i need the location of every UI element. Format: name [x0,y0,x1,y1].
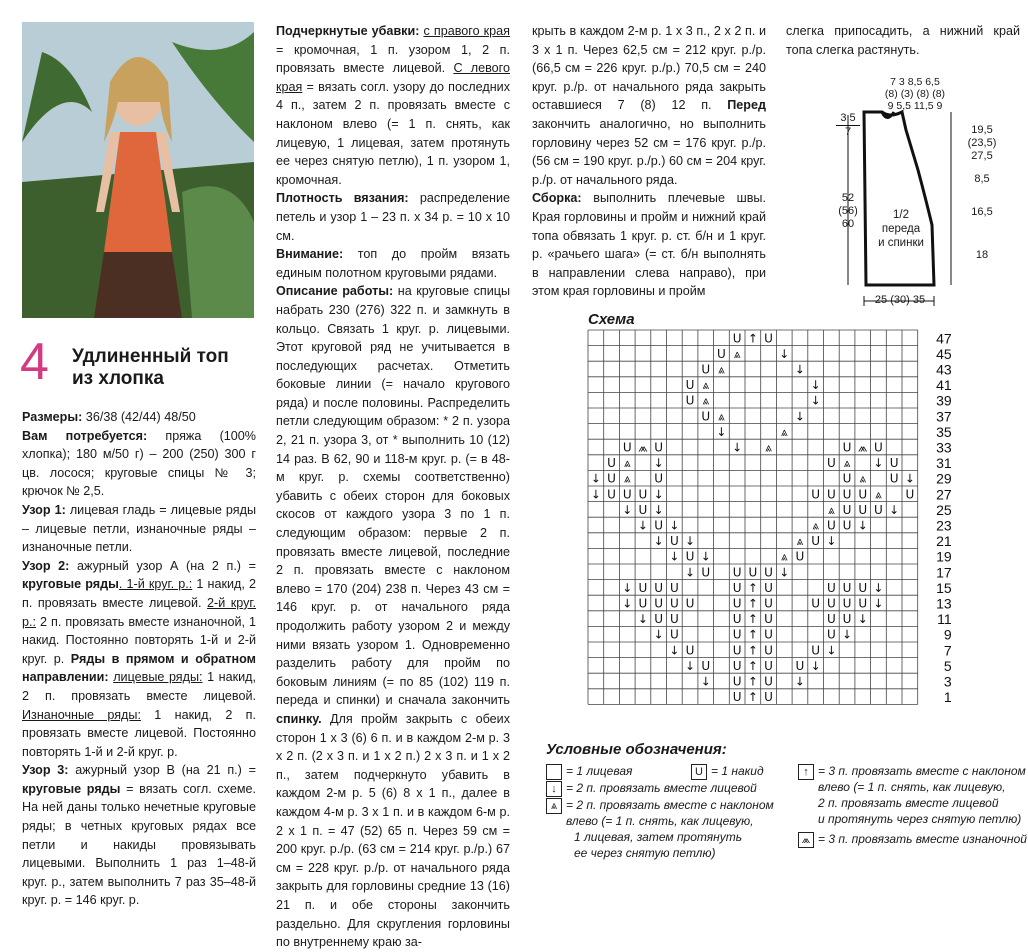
chart-symbol: U [874,440,883,455]
chart-symbol: ↑ [747,331,758,346]
chart-symbol: ⩕ [638,440,648,455]
legend-ssk-icon: ⩓ [546,798,562,814]
chart-symbol: ↓ [842,627,853,642]
chart-symbol: U [622,440,632,455]
chart-symbol: ↓ [810,393,821,408]
chart-symbol: ↓ [653,534,664,549]
schematic-left-small: 3,5 7 [836,112,860,139]
chart-symbol: ⩓ [623,456,631,471]
chart-symbol: U [622,487,632,502]
chart-symbol: ↓ [637,612,648,627]
title-line-1: Удлиненный топ [72,346,229,367]
chart-symbol: U [701,409,711,424]
chart-row-label: 31 [936,455,952,472]
chart-symbol: U [764,331,773,346]
chart-symbol: U [811,487,821,502]
chart-symbol: U [842,502,852,517]
chart-symbol: U [717,346,726,361]
chart-symbol: U [732,674,742,689]
chart-row-labels [936,330,952,705]
chart-symbol: ↑ [747,612,758,627]
chart-symbol: U [826,580,836,595]
chart-symbol: U [654,440,664,455]
paragraph-continuation: крыть в каждом 2-м р. 1 х 3 п., 2 х 2 п. и 3 х 1 п. Через 62,5 см = 212 круг. р./р. (66,5 см = 226 круг. р./р.) 70,5 см = 240 круг. р./р. от начального ряда закрыть оставшиеся 7 (8) 12 п. Перед закончить аналогично, но выполнить горловину через 52 см = 176 круг. р./р. (56 см = 190 круг. р./р.) 60 см = 204 круг. р./р. от начального ряда. [532,24,766,187]
chart-symbol: ⩓ [827,502,835,517]
paragraph-attention: Внимание: топ до пройм вязать единым полотном круговыми рядами. [276,247,510,280]
chart-symbol: ↓ [794,674,805,689]
chart-symbol: U [701,565,711,580]
legend-title: Условные обозначения: [546,741,727,758]
model-photo [22,22,254,318]
chart-symbol: ↓ [794,409,805,424]
chart-symbol: U [607,456,616,471]
chart-symbol: U [842,612,852,627]
chart-symbol: ⩕ [858,440,868,455]
chart-symbol: U [764,643,773,658]
chart-symbol: U [654,612,664,627]
chart-symbol: U [732,658,742,673]
chart-row-label: 19 [936,548,952,565]
chart-symbol: U [826,518,836,533]
chart-symbol: U [889,471,899,486]
chart-title: Схема [588,311,635,328]
chart-symbol: U [826,596,836,611]
chart-row-label: 9 [943,626,952,643]
chart-row-label: 23 [936,517,952,534]
chart-row-label: 47 [936,330,952,347]
chart-symbol: U [685,549,695,564]
chart-row-label: 13 [936,595,952,612]
chart-symbol: ↓ [653,502,664,517]
chart-symbol: U [764,580,773,595]
chart-symbol: ↓ [622,596,633,611]
legend-sk2p-icon: ↑ [798,764,814,780]
chart-symbol: U [842,580,852,595]
chart-symbol: U [732,565,742,580]
legend-ssk-label: = 2 п. провязать вместе с наклоном влево (= 1 п. снять, как лицевую, 1 лицевая, затем протянуть ее через снятую петлю) [566,798,774,860]
knitting-chart [588,330,952,710]
chart-symbol: ⩓ [859,471,867,486]
chart-symbol: ↓ [637,518,648,533]
text-column-1 [22,408,256,910]
article-title [20,333,260,400]
chart-symbol: ⩓ [812,518,820,533]
chart-symbol: U [842,518,852,533]
chart-row-label: 45 [936,345,952,362]
legend-yarnover-icon: U [691,764,707,780]
chart-symbol: ↓ [716,424,727,439]
chart-symbol: ↓ [653,627,664,642]
chart-symbol: U [842,471,852,486]
chart-symbol: ↓ [889,502,900,517]
chart-symbol: ⩓ [718,409,725,424]
chart-symbol: ↓ [685,534,696,549]
chart-symbol: ⩓ [765,440,772,455]
chart-symbol: U [607,471,616,486]
chart-symbol: U [669,534,679,549]
chart-symbol: ⩓ [780,549,788,564]
chart-symbol: ↓ [685,565,696,580]
chart-row-label: 3 [943,673,952,690]
chart-symbol: ↓ [590,487,601,502]
chart-symbol: U [685,643,695,658]
chart-symbol: U [732,331,742,346]
text-column-2 [276,22,510,952]
chart-row-label: 35 [936,423,952,440]
chart-symbol: ↓ [700,549,711,564]
paragraph-materials: Вам потребуется: пряжа (100% хлопка); 180 м/50 г) – 200 (250) 300 г цв. лосося; круговые спицы № 3; крючок № 2,5. [22,428,256,499]
chart-row-label: 21 [936,533,952,550]
chart-symbol: ↓ [904,471,915,486]
chart-symbol: ↓ [669,518,680,533]
chart-symbol: U [701,658,711,673]
chart-symbol: U [858,596,868,611]
chart-symbol: ↓ [622,502,633,517]
chart-symbol: ⩓ [733,346,741,361]
chart-symbol: ↓ [857,518,868,533]
chart-symbol: U [638,580,648,595]
chart-symbol: U [669,580,679,595]
chart-symbol: U [858,487,868,502]
chart-symbol: U [858,502,868,517]
legend-knit-box [546,764,562,780]
chart-symbol: U [638,502,648,517]
chart-symbol: ↓ [810,378,821,393]
chart-symbol: U [732,627,742,642]
chart-symbol: U [795,549,805,564]
chart-row-label: 41 [936,377,952,394]
paragraph-description: Описание работы: на круговые спицы набрать 230 (276) 322 п. и замкнуть в кольцо. Связать 1 круг. р. лицевыми. Этот круговой ряд не учитывается в последующих расчетах. Отметить боковые линии (= начало кругового ряда) и после половины. Распределить петли следующим образом: * 2 п. узора 2, 21 п. узора 3, от * выполнить 10 (12) 14 раз. В 62, 90 и 118-м круг. р. (= в 48-м круг. р. схемы соответственно) убавить с обеих сторон для боковых скосов от каждого узора 3 по 1 п. следующим образом: первые 2 п. провязать вместе лицевой, последние 2 п. провязать вместе с наклоном влево = 170 (204) 238 п. Через 43 см = 146 круг. р. от начального ряда продолжить работу узором 2 и между ними вязать узором 1. Одновременно разделить работу для пройм по боковым линиям (= по 85 (102) 119 п. переда и спинки) и сначала закончить спинку. Для пройм закрыть с обеих сторон 1 х 3 (6) 6 п. и в каждом 2-м р. 3 х 2 п. (2 х 3 п. и 1 х 2 п.) 2 х 3 п. и 1 х 2 п., затем подчеркнуто убавить в каждом 2-м р. 5 (6) 8 х 1 п., далее в каждом 4-м р. 3 х 1 п. и в каждом 6-м р. 2 х 1 п. = 47 (52) 65 п. Через 59 см = 200 круг. р./р. (63 см = 214 круг. р./р.) 67 см = 228 круг. р./р. от начального ряда закрыть для горловины средние 13 (16) 21 п. и обе стороны закончить раздельно. Для скругления горловины по внутреннему краю за- [276,284,510,950]
chart-symbol: U [685,596,695,611]
chart-symbol: U [654,471,664,486]
chart-row-label: 29 [936,470,952,487]
legend-knit-label: = 1 лицевая [566,764,633,778]
chart-symbol: ↓ [826,534,837,549]
chart-symbol: U [654,518,664,533]
chart-symbol: U [764,690,773,705]
chart-symbol: U [842,596,852,611]
chart-symbol: U [669,627,679,642]
chart-symbol: ↓ [685,658,696,673]
chart-symbol: U [654,580,664,595]
legend-p3tog-icon: ⩕ [798,832,814,848]
paragraph-sizes: Размеры: 36/38 (42/44) 48/50 [22,410,196,424]
chart-row-label: 11 [937,611,952,628]
chart-symbols [591,331,915,704]
chart-symbol: U [685,378,695,393]
chart-symbol: U [607,487,616,502]
chart-symbol: U [732,596,742,611]
chart-symbol: U [826,627,836,642]
chart-row-label: 1 [943,689,952,706]
chart-row-label: 7 [943,642,952,659]
chart-symbol: ↓ [810,658,821,673]
chart-symbol: U [826,456,836,471]
chart-symbol: ⩓ [796,534,804,549]
chart-symbol: U [874,502,883,517]
schematic-center-label: 1/2 переда и спинки [878,209,924,249]
chart-symbol: U [732,690,742,705]
legend-yarnover-label: = 1 накид [711,764,764,778]
chart-symbol: U [638,487,648,502]
chart-symbol: U [811,596,821,611]
paragraph-pattern-1: Узор 1: лицевая гладь = лицевые ряды – лицевые петли, изнаночные ряды – изнаночные петли. [22,502,256,555]
article-number: 4 [20,333,49,391]
chart-symbol: ↑ [747,643,758,658]
chart-symbol: U [669,596,679,611]
chart-symbol: ↓ [794,362,805,377]
chart-symbol: ⩓ [875,487,882,502]
chart-symbol: U [811,534,821,549]
legend-p3tog-label: = 3 п. провязать вместе изнаночной [818,832,1027,846]
paragraph-assembly: Сборка: выполнить плечевые швы. Края горловины и пройм и нижний край топа обвязать 1 круг. р. ст. б/н и 1 круг. р. «рачьего шага» (= ст. б/н выполнять в направлении слева направо), при этом края горловины и пройм [532,191,766,299]
paragraph-decreases: Подчеркнутые убавки: с правого края = кромочная, 1 п. узором 1, 2 п. провязать вместе лицевой. С левого края = вязать согл. узору до последних 4 п., затем 2 п. провязать вместе с наклоном влево (= 1 п. снять, как лицевую, 1 лицевая, затем протянуть ее через снятую петлю), 1 п. узором 1, кромочная. [276,24,510,187]
chart-symbol: ↑ [747,658,758,673]
chart-row-label: 27 [936,486,952,503]
schematic-bottom-width: 25 (30) 35 [874,294,926,306]
chart-symbol: U [858,580,868,595]
chart-symbol: ⩓ [702,378,710,393]
paragraph-gauge: Плотность вязания: распределение петель и узор 1 – 23 п. х 34 р. = 10 х 10 см. [276,191,510,243]
legend-k2tog-label: = 2 п. провязать вместе лицевой [566,781,757,795]
chart-symbol: U [764,658,773,673]
chart-symbol: ↓ [873,580,884,595]
chart-symbol: U [732,643,742,658]
chart-row-label: 25 [936,501,952,518]
chart-row-label: 37 [936,408,952,425]
legend-k2tog-icon: ↓ [546,781,562,797]
chart-symbol: ↑ [747,690,758,705]
legend-sk2p-label: = 3 п. провязать вместе с наклоном влево (= 1 п. снять, как лицевую, 2 п. провязать вместе лицевой и протянуть через снятую петлю) [818,764,1026,826]
chart-symbol: ↑ [747,627,758,642]
chart-symbol: ↓ [873,456,884,471]
chart-row-label: 5 [943,657,952,674]
paragraph-finish: слегка припосадить, а нижний край топа слегка растянуть. [786,24,1020,57]
schematic-top-numbers: 7 3 8,5 6,5 (8) (3) (8) (8) 9 5,5 11,5 9 [884,76,946,112]
article-heading [72,346,229,390]
chart-symbol: U [842,440,852,455]
chart-symbol: ⩓ [780,424,788,439]
chart-symbol: U [732,580,742,595]
chart-symbol: U [826,487,836,502]
chart-symbol: ↓ [669,643,680,658]
chart-symbol: ↓ [857,612,868,627]
chart-symbol: U [638,596,648,611]
chart-row-label: 43 [936,361,952,378]
chart-symbol: ↓ [653,487,664,502]
chart-symbol: ↓ [590,471,601,486]
chart-symbol: ↓ [732,440,743,455]
chart-symbol: ↓ [779,565,790,580]
chart-symbol: ↓ [779,346,790,361]
chart-symbol: U [764,612,773,627]
chart-symbol: ⩓ [843,456,851,471]
chart-symbol: ⩓ [623,471,631,486]
chart-symbol: ↓ [622,580,633,595]
chart-symbol: ↓ [873,596,884,611]
schematic-left-height: 52 (56) 60 [838,192,858,230]
chart-symbol: ⩓ [718,362,725,377]
chart-symbol: ↓ [826,643,837,658]
chart-row-label: 15 [936,579,952,596]
chart-symbol: ↓ [669,549,680,564]
schematic-right-dims: 19,5 (23,5) 27,5 8,5 16,5 18 [967,124,997,261]
chart-symbol: ↑ [747,596,758,611]
chart-symbol: ↑ [747,674,758,689]
chart-row-label: 33 [936,439,952,456]
chart-row-label: 17 [936,564,952,581]
chart-symbol: U [889,456,899,471]
paragraph-pattern-2: Узор 2: ажурный узор А (на 2 п.) = круговые ряды. 1-й круг. р.: 1 накид, 2 п. провязать вместе лицевой. 2-й круг. р.: 2 п. провязать вместе изнаночной, 1 накид. Постоянно повторять 1-й и 2-й круг. р. Ряды в прямом и обратном направлении: лицевые ряды: 1 накид, 2 п. провязать вместе лицевой. Изнаночные ряды: 1 накид, 2 п. провязать вместе лицевой. Постоянно повторять 1-й и 2-й круг. р. [22,558,256,759]
title-line-2: из хлопка [72,368,164,389]
chart-row-label: 39 [936,392,952,409]
chart-symbol: ↓ [700,674,711,689]
chart-symbol: U [764,674,773,689]
chart-symbol: U [764,627,773,642]
paragraph-pattern-3: Узор 3: ажурный узор В (на 21 п.) = круговые ряды = вязать согл. схеме. На ней даны только нечетные круговые ряды; в четных круговых рядах все петли и накиды провязывать лицевыми. Выполнить 1 раз 1–48-й круг. р., затем выполнить 7 раз 35–48-й круг. р. = 146 круг. р. [22,763,256,908]
chart-symbol: U [654,596,664,611]
chart-symbol: U [669,612,679,627]
chart-symbol: U [685,393,695,408]
chart-symbol: U [764,596,773,611]
chart-symbol: U [732,612,742,627]
chart-symbol: U [795,658,805,673]
chart-symbol: U [905,487,915,502]
chart-symbol: ↑ [747,580,758,595]
chart-symbol: U [701,362,711,377]
chart-symbol: ⩓ [702,393,710,408]
text-column-3 [532,22,766,301]
chart-symbol: U [748,565,758,580]
photo-illustration [22,22,254,318]
chart-symbol: U [764,565,773,580]
chart-symbol: ↓ [653,456,664,471]
chart-symbol: U [826,612,836,627]
chart-symbol: U [811,643,821,658]
chart-symbol: U [842,487,852,502]
